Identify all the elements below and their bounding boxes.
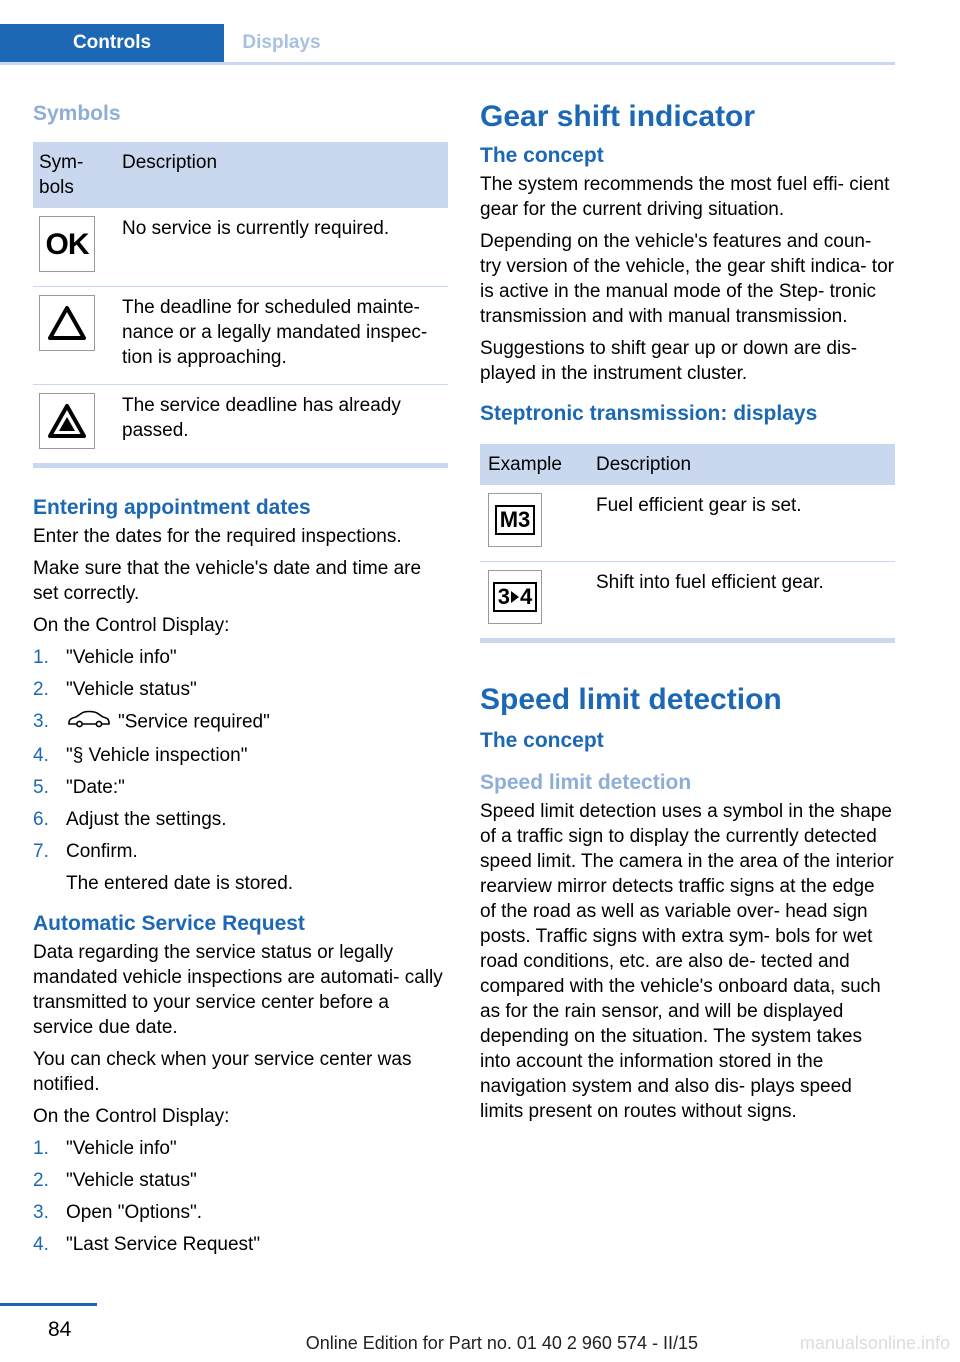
step-text: Open "Options". (66, 1202, 203, 1223)
list-item (33, 807, 448, 832)
step-number: 7. (33, 841, 49, 862)
car-icon (66, 709, 112, 736)
paragraph: Data regarding the service status or legally mandated vehicle inspections are automati- cally transmitted to your service center before a service due date. (33, 942, 443, 1038)
watermark: manualsonline.info (799, 1333, 950, 1353)
steptronic-heading: Steptronic transmission: displays (480, 402, 818, 425)
entering-steps (33, 645, 448, 896)
speed-concept-heading: The concept (480, 729, 604, 752)
entering-heading: Entering appointment dates (33, 496, 311, 519)
auto-request-heading: Automatic Service Request (33, 912, 305, 935)
ok-icon (39, 216, 95, 272)
list-item (33, 645, 448, 670)
step-number: 1. (33, 1138, 49, 1159)
table-row (480, 562, 895, 639)
table-row (33, 287, 448, 385)
paragraph: Enter the dates for the required inspections. (33, 526, 402, 547)
gear-m3-text: M3 (495, 505, 536, 535)
step-text: "Vehicle info" (66, 647, 177, 668)
step-text: "§ Vehicle inspection" (66, 745, 248, 766)
table-header-example: Example (480, 444, 588, 485)
step-text: Adjust the settings. (66, 809, 227, 830)
step-number: 2. (33, 1170, 49, 1191)
warning-triangle-outline-icon (39, 295, 95, 351)
gear-from-text: 3 (497, 584, 510, 609)
tab-displays[interactable]: Displays (242, 32, 321, 53)
table-header-row (33, 142, 448, 208)
symbols-title: Symbols (33, 102, 121, 125)
step-text: Confirm. (66, 841, 138, 862)
table-header-row (480, 444, 895, 485)
paragraph: Speed limit detection uses a symbol in the shape of a traffic sign to display the currently detected speed limit. The camera in the area of the interior rearview mirror detects traffic signs at the edge of the road as well as variable over- head sign posts. Traffic signs with extra sym- bols for wet road conditions, etc. are also de- tected and compared with the vehicle's onboard data, such as for the rain sensor, and will be displayed depending on the situation. The system takes into account the information stored in the navigation system and also dis- plays speed limits present on routes without signs. (480, 801, 894, 1122)
paragraph: On the Control Display: (33, 615, 230, 636)
table-header-description: Description (114, 142, 448, 208)
step-text: "Last Service Request" (66, 1234, 261, 1255)
step-number: 3. (33, 1202, 49, 1223)
edition-text: Online Edition for Part no. 01 40 2 960 574 - II/15 (305, 1333, 698, 1353)
table-end-rule (480, 639, 895, 643)
gear-shift-up-icon (488, 570, 542, 624)
row-description: The deadline for scheduled mainte- nance or a legally mandated inspec- tion is approaching. (114, 287, 448, 385)
footer-rule (0, 1303, 97, 1306)
list-item (33, 743, 448, 768)
ok-icon-text: OK (45, 227, 89, 261)
list-item (33, 1136, 448, 1161)
paragraph: You can check when your service center was notified. (33, 1049, 412, 1095)
step-text: "Date:" (66, 777, 125, 798)
step-text: "Service required" (118, 711, 270, 733)
list-item (33, 677, 448, 702)
list-item (33, 1232, 448, 1257)
step-number: 4. (33, 745, 49, 766)
left-column (33, 96, 448, 1267)
speed-limit-heading: Speed limit detection (480, 683, 782, 716)
steptronic-table (480, 444, 895, 639)
step-number: 5. (33, 777, 49, 798)
table-header-description: Description (588, 444, 895, 485)
table-end-rule (33, 464, 448, 468)
paragraph: On the Control Display: (33, 1106, 230, 1127)
step-number: 2. (33, 679, 49, 700)
step-text: "Vehicle status" (66, 1170, 197, 1191)
right-column (480, 96, 895, 1131)
list-item (33, 1168, 448, 1193)
page-number: 84 (48, 1318, 72, 1341)
step-number: 6. (33, 809, 49, 830)
step-number: 1. (33, 647, 49, 668)
list-item (33, 775, 448, 800)
row-description: The service deadline has already passed. (114, 385, 448, 464)
step-subtext: The entered date is stored. (66, 873, 294, 894)
tab-controls[interactable]: Controls (0, 24, 224, 62)
step-number: 3. (33, 711, 49, 732)
gear-to-text: 4 (520, 584, 533, 609)
gear-concept-heading: The concept (480, 144, 604, 167)
speed-subheading: Speed limit detection (480, 771, 692, 794)
paragraph: Depending on the vehicle's features and coun- try version of the vehicle, the gear shift indica- tor is active in the manual mode of the Step- tronic transmission and with manual transmission. (480, 231, 894, 327)
chevron-right-icon (510, 590, 520, 604)
step-text: "Vehicle status" (66, 679, 197, 700)
list-item (33, 839, 448, 896)
list-item (33, 709, 448, 736)
auto-steps (33, 1136, 448, 1257)
paragraph: The system recommends the most fuel effi- cient gear for the current driving situation. (480, 174, 890, 220)
table-row (33, 385, 448, 464)
gear-m3-icon (488, 493, 542, 547)
symbols-table (33, 142, 448, 464)
gear-shift-heading: Gear shift indicator (480, 100, 756, 133)
table-row (480, 485, 895, 562)
row-description: No service is currently required. (114, 208, 448, 287)
row-description: Shift into fuel efficient gear. (588, 562, 895, 639)
paragraph: Suggestions to shift gear up or down are dis- played in the instrument cluster. (480, 338, 858, 384)
tab-bar (0, 24, 895, 65)
paragraph: Make sure that the vehicle's date and time are set correctly. (33, 558, 422, 604)
step-text: "Vehicle info" (66, 1138, 177, 1159)
step-number: 4. (33, 1234, 49, 1255)
row-description: Fuel efficient gear is set. (588, 485, 895, 562)
table-row (33, 208, 448, 287)
list-item (33, 1200, 448, 1225)
table-header-symbols: Sym- bols (33, 142, 114, 208)
warning-triangle-filled-icon (39, 393, 95, 449)
